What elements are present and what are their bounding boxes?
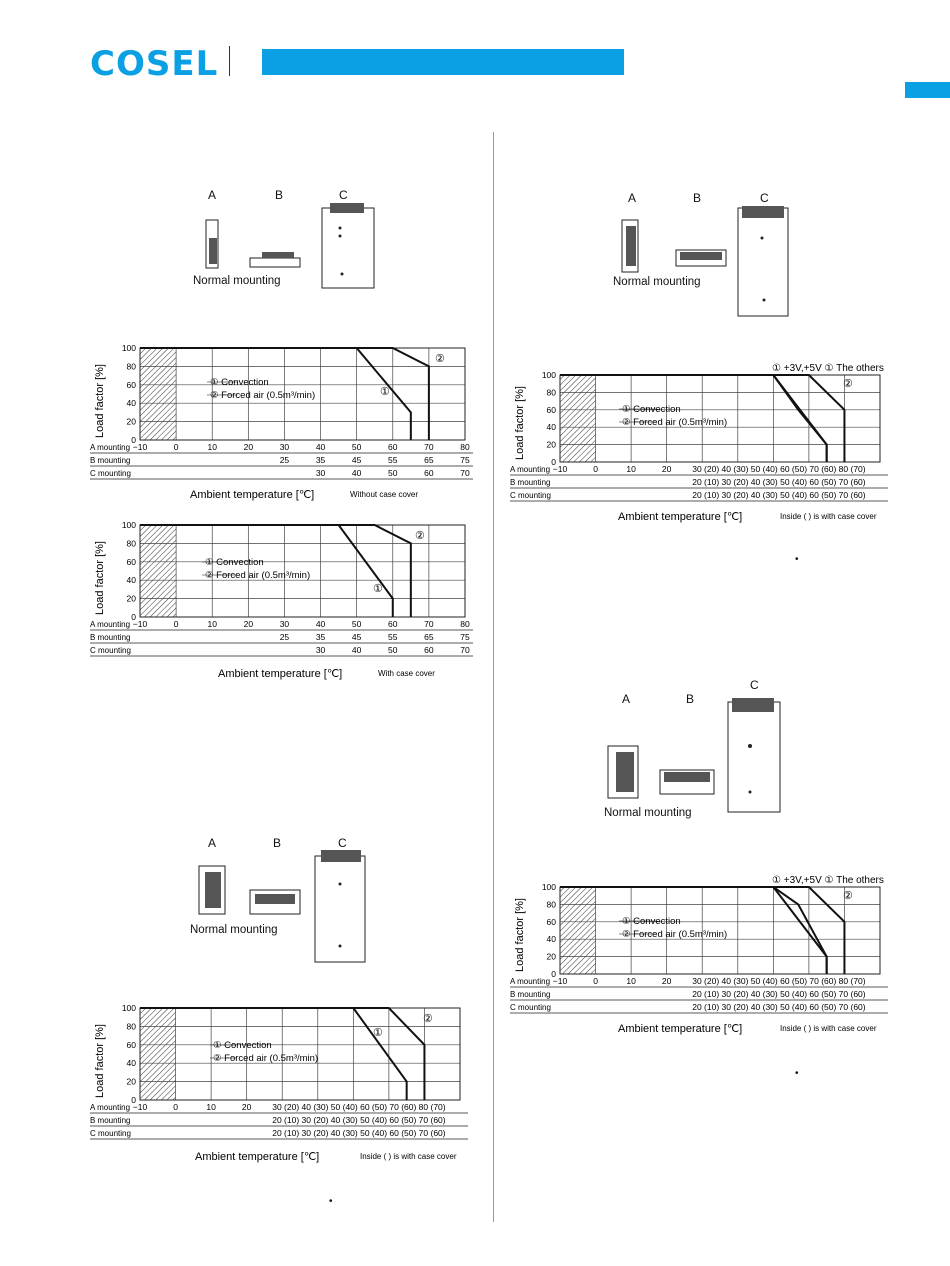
y-tick-label: 20 xyxy=(126,1076,136,1087)
y-tick-label: 80 xyxy=(546,387,556,398)
normal-mounting-label: Normal mounting xyxy=(613,276,701,288)
chart-note: Inside ( ) is with case cover xyxy=(780,512,877,521)
mounting-tick-label: 20 (10) 30 (20) 40 (30) 50 (40) 60 (50) 70 (60) xyxy=(692,1002,866,1012)
y-tick-label: 40 xyxy=(546,934,556,945)
mounting-tick-label: 30 xyxy=(315,645,326,655)
mounting-tick-label: 10 xyxy=(206,1102,216,1112)
mounting-row-label: B mounting xyxy=(90,633,131,642)
mounting-tick-label: 0 xyxy=(173,1102,178,1112)
mounting-tick-label: −10 xyxy=(132,1102,148,1112)
mounting-tick-label: 30 (20) 40 (30) 50 (40) 60 (50) 70 (60) 80 (70) xyxy=(272,1102,446,1112)
mounting-row-label: C mounting xyxy=(90,646,131,655)
legend-convection: ① Convection xyxy=(622,404,681,415)
legend-convection: ① Convection xyxy=(210,377,269,388)
no-operation-area xyxy=(140,348,176,440)
y-tick-label: 0 xyxy=(131,1095,136,1105)
mounting-tick-label: 30 (20) 40 (30) 50 (40) 60 (50) 70 (60) 80 (70) xyxy=(692,464,866,474)
mounting-row-label: A mounting xyxy=(90,1103,131,1112)
mounting-tick-label: −10 xyxy=(552,464,568,474)
mounting-row-label: C mounting xyxy=(510,491,551,500)
y-tick-label: 40 xyxy=(126,398,136,409)
mounting-tick-label: 75 xyxy=(460,455,470,465)
chart-note: Without case cover xyxy=(350,490,419,499)
no-operation-area xyxy=(140,525,176,617)
mounting-row-label: B mounting xyxy=(510,990,551,999)
y-tick-label: 0 xyxy=(551,969,556,979)
y-tick-label: 60 xyxy=(126,556,136,567)
mount-label-c: C xyxy=(760,191,769,205)
mounting-tick-label: 20 (10) 30 (20) 40 (30) 50 (40) 60 (50) 70 (60) xyxy=(692,477,866,487)
side-tab xyxy=(905,82,950,98)
x-axis-label: Ambient temperature [℃] xyxy=(618,1023,743,1035)
x-axis-label: Ambient temperature [℃] xyxy=(218,668,343,680)
curve-label: ① xyxy=(373,583,383,595)
y-axis-label: Load factor [%] xyxy=(514,898,526,972)
y-tick-label: 80 xyxy=(126,538,136,549)
legend-forced-air: ② Forced air (0.5m³/min) xyxy=(213,1053,319,1064)
mounting-tick-label: 75 xyxy=(460,632,470,642)
mounting-row-label: A mounting xyxy=(510,465,551,474)
mounting-tick-label: 35 xyxy=(315,632,326,642)
y-tick-label: 100 xyxy=(541,370,556,380)
mounting-tick-label: 60 xyxy=(424,645,434,655)
mounting-tick-label: 70 xyxy=(460,468,470,478)
header-title-bar xyxy=(262,49,624,75)
y-tick-label: 60 xyxy=(126,379,136,390)
no-operation-area xyxy=(140,1008,176,1100)
mount-label-c: C xyxy=(750,678,759,692)
chart-note: Inside ( ) is with case cover xyxy=(360,1152,457,1161)
legend-forced-air: ② Forced air (0.5m³/min) xyxy=(622,417,728,428)
curve-label: ② xyxy=(843,890,853,902)
mounting-tick-label: −10 xyxy=(552,976,568,986)
y-tick-label: 80 xyxy=(126,1021,136,1032)
derating-chart-1 xyxy=(80,340,485,505)
mounting-tick-label: 25 xyxy=(279,632,290,642)
y-tick-label: 80 xyxy=(546,899,556,910)
mounting-tick-label: 80 xyxy=(460,442,470,452)
y-tick-label: 40 xyxy=(126,575,136,586)
derating-chart-4 xyxy=(500,872,900,1047)
y-tick-label: 20 xyxy=(126,416,136,427)
mounting-tick-label: 50 xyxy=(351,619,362,629)
mounting-tick-label: 20 xyxy=(661,976,672,986)
mounting-row-label: A mounting xyxy=(510,977,551,986)
mount-label-a: A xyxy=(208,188,217,202)
mounting-tick-label: 10 xyxy=(207,442,217,452)
x-axis-label: Ambient temperature [℃] xyxy=(618,511,743,523)
mounting-tick-label: 70 xyxy=(460,645,470,655)
curve-label: ② xyxy=(843,378,853,390)
y-tick-label: 60 xyxy=(126,1039,136,1050)
y-tick-label: 100 xyxy=(121,1003,136,1013)
mounting-row-label: C mounting xyxy=(90,469,131,478)
mounting-tick-label: 60 xyxy=(388,442,398,452)
y-tick-label: 20 xyxy=(546,439,556,450)
mounting-tick-label: 80 xyxy=(460,619,470,629)
mounting-tick-label: 40 xyxy=(315,442,326,452)
mounting-tick-label: 20 xyxy=(243,619,254,629)
mount-label-a: A xyxy=(208,836,217,850)
curve-label: ② xyxy=(423,1013,433,1025)
no-operation-area xyxy=(560,375,596,462)
mounting-tick-label: 45 xyxy=(351,455,362,465)
mounting-tick-label: 55 xyxy=(388,455,398,465)
y-axis-label: Load factor [%] xyxy=(94,364,106,438)
mounting-tick-label: 0 xyxy=(173,442,179,452)
mounting-tick-label: 70 xyxy=(424,619,434,629)
y-tick-label: 0 xyxy=(131,612,136,622)
mounting-tick-label: 20 xyxy=(661,464,672,474)
mounting-tick-label: 50 xyxy=(388,468,398,478)
mounting-tick-label: 20 (10) 30 (20) 40 (30) 50 (40) 60 (50) 70 (60) xyxy=(692,490,866,500)
y-tick-label: 100 xyxy=(121,343,136,353)
power-supply-illustration xyxy=(195,848,385,966)
mount-label-c: C xyxy=(338,836,347,850)
mount-label-c: C xyxy=(339,188,348,202)
mounting-tick-label: 0 xyxy=(593,464,598,474)
mount-label-b: B xyxy=(273,836,282,850)
mounting-row-label: B mounting xyxy=(510,478,551,487)
mounting-tick-label: 20 (10) 30 (20) 40 (30) 50 (40) 60 (50) 70 (60) xyxy=(272,1115,446,1125)
page-mark: • xyxy=(795,1068,799,1079)
curve-label: ② xyxy=(415,530,425,542)
mounting-tick-label: 30 xyxy=(315,468,326,478)
normal-mounting-label: Normal mounting xyxy=(604,807,692,819)
mounting-tick-label: 45 xyxy=(351,632,362,642)
mounting-tick-label: 70 xyxy=(424,442,434,452)
y-tick-label: 0 xyxy=(131,435,136,445)
page-mark: • xyxy=(795,554,799,565)
mounting-tick-label: 60 xyxy=(424,468,434,478)
chart-note: Inside ( ) is with case cover xyxy=(780,1024,877,1033)
mounting-tick-label: −10 xyxy=(132,619,148,629)
y-tick-label: 40 xyxy=(546,422,556,433)
column-divider xyxy=(493,132,494,1222)
mounting-row-label: C mounting xyxy=(90,1129,131,1138)
curve-label: ② xyxy=(435,353,445,365)
y-tick-label: 20 xyxy=(546,951,556,962)
curve-label: ① xyxy=(380,386,390,398)
mounting-tick-label: 20 xyxy=(243,442,254,452)
legend-convection: ① Convection xyxy=(205,557,264,568)
legend-convection: ① Convection xyxy=(213,1040,272,1051)
mounting-row-label: B mounting xyxy=(90,1116,131,1125)
mounting-row-label: C mounting xyxy=(510,1003,551,1012)
mounting-tick-label: 50 xyxy=(351,442,362,452)
normal-mounting-label: Normal mounting xyxy=(190,924,278,936)
cosel-logo: COSEL xyxy=(90,44,219,84)
y-tick-label: 0 xyxy=(551,457,556,467)
curve-label: ① xyxy=(373,1027,383,1039)
mounting-tick-label: 60 xyxy=(388,619,398,629)
mounting-tick-label: 10 xyxy=(626,464,636,474)
legend-forced-air: ② Forced air (0.5m³/min) xyxy=(622,929,728,940)
header-divider xyxy=(229,46,230,76)
y-axis-label: Load factor [%] xyxy=(514,386,526,460)
mounting-tick-label: 20 (10) 30 (20) 40 (30) 50 (40) 60 (50) 70 (60) xyxy=(692,989,866,999)
y-tick-label: 40 xyxy=(126,1058,136,1069)
mounting-tick-label: 55 xyxy=(388,632,398,642)
y-tick-label: 20 xyxy=(126,593,136,604)
mounting-tick-label: 50 xyxy=(388,645,398,655)
y-tick-label: 100 xyxy=(121,520,136,530)
chart-note: With case cover xyxy=(378,669,435,678)
page-mark: • xyxy=(329,1196,333,1207)
mounting-row-label: A mounting xyxy=(90,620,131,629)
mounting-tick-label: 25 xyxy=(279,455,290,465)
mounting-tick-label: 30 xyxy=(279,442,290,452)
mounting-tick-label: 10 xyxy=(626,976,636,986)
mounting-row-label: B mounting xyxy=(90,456,131,465)
mount-label-b: B xyxy=(693,191,702,205)
mounting-tick-label: 40 xyxy=(315,619,326,629)
derating-chart-2 xyxy=(80,517,485,685)
mounting-tick-label: 65 xyxy=(424,632,434,642)
x-axis-label: Ambient temperature [℃] xyxy=(195,1151,320,1163)
mounting-tick-label: 0 xyxy=(593,976,598,986)
no-operation-area xyxy=(560,887,596,974)
mounting-tick-label: −10 xyxy=(132,442,148,452)
mounting-tick-label: 0 xyxy=(173,619,179,629)
mount-label-b: B xyxy=(275,188,284,202)
power-supply-illustration xyxy=(618,204,798,318)
mounting-tick-label: 20 xyxy=(241,1102,252,1112)
mounting-tick-label: 30 (20) 40 (30) 50 (40) 60 (50) 70 (60) 80 (70) xyxy=(692,976,866,986)
legend-forced-air: ② Forced air (0.5m³/min) xyxy=(210,390,316,401)
y-axis-label: Load factor [%] xyxy=(94,541,106,615)
mount-label-a: A xyxy=(628,191,637,205)
normal-mounting-label: Normal mounting xyxy=(193,275,281,287)
y-tick-label: 100 xyxy=(541,882,556,892)
derating-chart-3 xyxy=(500,360,900,535)
mounting-tick-label: 65 xyxy=(424,455,434,465)
y-tick-label: 60 xyxy=(546,404,556,415)
derating-chart-5 xyxy=(80,1000,485,1186)
y-axis-label: Load factor [%] xyxy=(94,1024,106,1098)
y-tick-label: 60 xyxy=(546,916,556,927)
mount-label-b: B xyxy=(686,692,695,706)
legend-forced-air: ② Forced air (0.5m³/min) xyxy=(205,570,311,581)
top-legend: ① +3V,+5V ① The others xyxy=(772,875,884,886)
power-supply-illustration xyxy=(600,690,790,816)
mounting-tick-label: 40 xyxy=(351,645,362,655)
mount-label-a: A xyxy=(622,692,631,706)
mounting-row-label: A mounting xyxy=(90,443,131,452)
mounting-tick-label: 35 xyxy=(315,455,326,465)
mounting-tick-label: 40 xyxy=(351,468,362,478)
top-legend: ① +3V,+5V ① The others xyxy=(772,363,884,374)
y-tick-label: 80 xyxy=(126,361,136,372)
mounting-tick-label: 20 (10) 30 (20) 40 (30) 50 (40) 60 (50) 70 (60) xyxy=(272,1128,446,1138)
mounting-tick-label: 10 xyxy=(207,619,217,629)
x-axis-label: Ambient temperature [℃] xyxy=(190,489,315,501)
mounting-tick-label: 30 xyxy=(279,619,290,629)
legend-convection: ① Convection xyxy=(622,916,681,927)
